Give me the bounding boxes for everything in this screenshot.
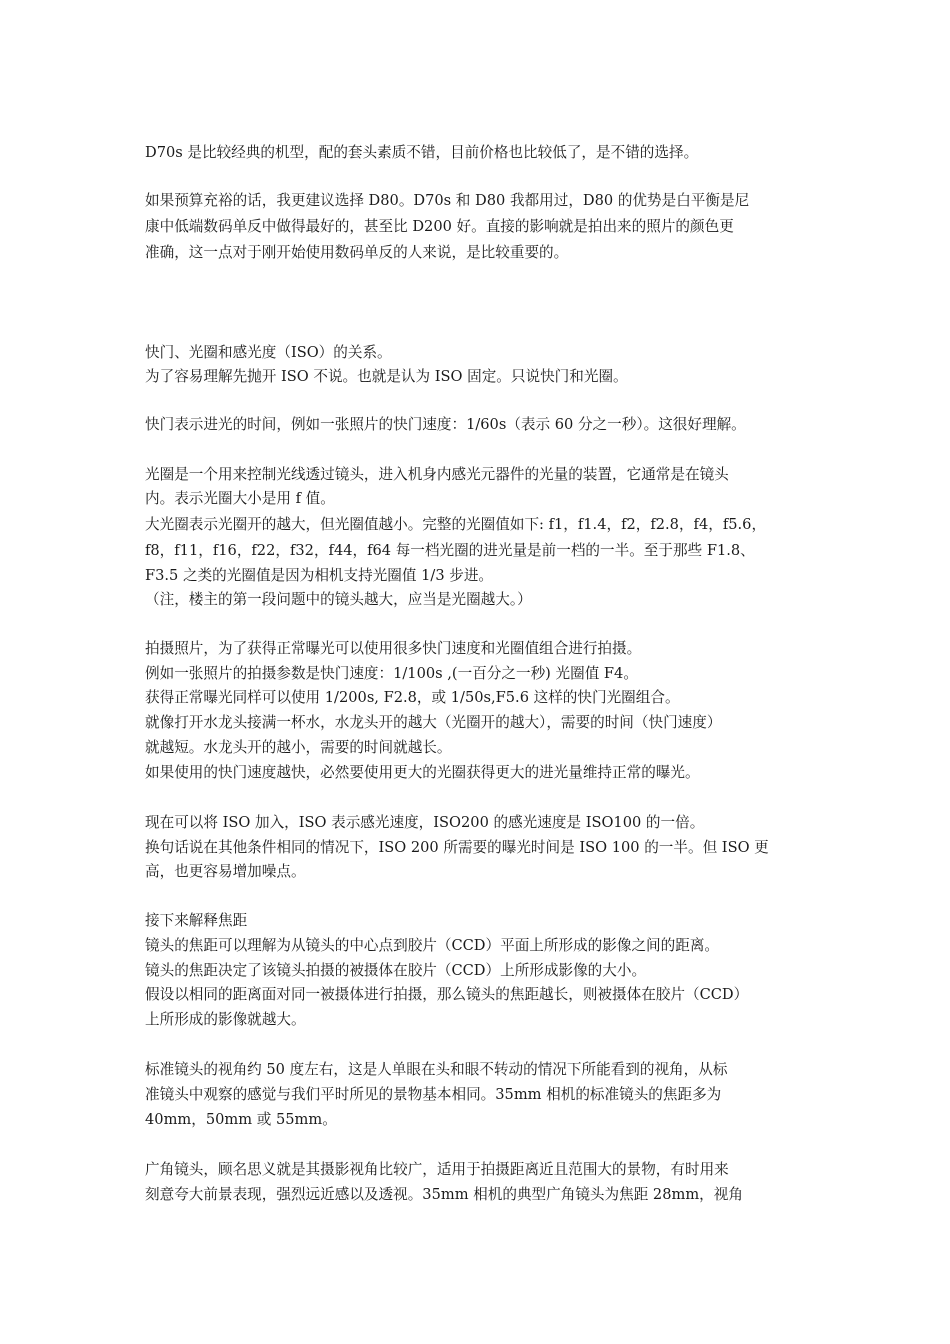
text-line: 40mm，50mm 或 55mm。 (145, 1111, 337, 1128)
text-line: 例如一张照片的拍摄参数是快门速度：1/100s ,(一百分之一秒) 光圈值 F4。 (145, 665, 638, 682)
text-line: 广角镜头，顾名思义就是其摄影视角比较广，适用于拍摄距离近且范围大的景物，有时用来 (145, 1161, 729, 1178)
text-line: 如果预算充裕的话，我更建议选择 D80。D70s 和 D80 我都用过，D80 的优势是白平衡是尼 (145, 192, 750, 209)
text-line: 接下来解释焦距 (145, 912, 248, 929)
text-line: 镜头的焦距决定了该镜头拍摄的被摄体在胶片（CCD）上所形成影像的大小。 (145, 962, 647, 979)
text-line: 假设以相同的距离面对同一被摄体进行拍摄，那么镜头的焦距越长，则被摄体在胶片（CCD） (145, 986, 749, 1003)
text-line: 标准镜头的视角约 50 度左右，这是人单眼在头和眼不转动的情况下所能看到的视角，从标 (145, 1061, 728, 1078)
text-line: 拍摄照片，为了获得正常曝光可以使用很多快门速度和光圈值组合进行拍摄。 (145, 640, 642, 657)
text-line: 快门、光圈和感光度（ISO）的关系。 (145, 344, 392, 361)
text-line: 快门表示进光的时间，例如一张照片的快门速度：1/60s（表示 60 分之一秒）。这很好理解。 (145, 416, 746, 433)
text-line: 高，也更容易增加噪点。 (145, 863, 306, 880)
text-line: 内。表示光圈大小是用 f 值。 (145, 490, 335, 507)
text-line: f8，f11，f16，f22，f32，f44，f64 每一档光圈的进光量是前一档的一半。至于那些 F1.8、 (145, 542, 755, 559)
text-line: 上所形成的影像就越大。 (145, 1011, 306, 1028)
text-line: 康中低端数码单反中做得最好的，甚至比 D200 好。直接的影响就是拍出来的照片的颜色更 (145, 218, 734, 235)
text-line: 准镜头中观察的感觉与我们平时所见的景物基本相同。35mm 相机的标准镜头的焦距多为 (145, 1086, 722, 1103)
text-line: 就像打开水龙头接满一杯水，水龙头开的越大（光圈开的越大），需要的时间（快门速度） (145, 714, 722, 731)
text-line: 换句话说在其他条件相同的情况下，ISO 200 所需要的曝光时间是 ISO 100 的一半。但 ISO 更 (145, 839, 769, 856)
text-line: F3.5 之类的光圈值是因为相机支持光圈值 1/3 步进。 (145, 567, 494, 584)
text-line: 大光圈表示光圈开的越大，但光圈值越小。完整的光圈值如下: f1，f1.4，f2，f2.8，f4，f5.6， (145, 516, 767, 533)
text-line: （注，楼主的第一段问题中的镜头越大，应当是光圈越大。） (145, 591, 532, 608)
text-line: 刻意夸大前景表现，强烈远近感以及透视。35mm 相机的典型广角镜头为焦距 28mm，视角 (145, 1186, 743, 1203)
text-line: 镜头的焦距可以理解为从镜头的中心点到胶片（CCD）平面上所形成的影像之间的距离。 (145, 937, 720, 954)
text-line: 为了容易理解先抛开 ISO 不说。也就是认为 ISO 固定。只说快门和光圈。 (145, 368, 628, 385)
text-line: 如果使用的快门速度越快，必然要使用更大的光圈获得更大的进光量维持正常的曝光。 (145, 764, 700, 781)
text-line: 获得正常曝光同样可以使用 1/200s, F2.8，或 1/50s,F5.6 这样的快门光圈组合。 (145, 689, 680, 706)
text-line: 现在可以将 ISO 加入，ISO 表示感光速度，ISO200 的感光速度是 ISO100 的一倍。 (145, 814, 705, 831)
text-line: D70s 是比较经典的机型，配的套头素质不错，目前价格也比较低了，是不错的选择。 (145, 144, 699, 161)
text-line: 就越短。水龙头开的越小，需要的时间就越长。 (145, 739, 452, 756)
text-line: 准确，这一点对于刚开始使用数码单反的人来说，是比较重要的。 (145, 244, 569, 261)
text-line: 光圈是一个用来控制光线透过镜头，进入机身内感光元器件的光量的装置，它通常是在镜头 (145, 466, 729, 483)
